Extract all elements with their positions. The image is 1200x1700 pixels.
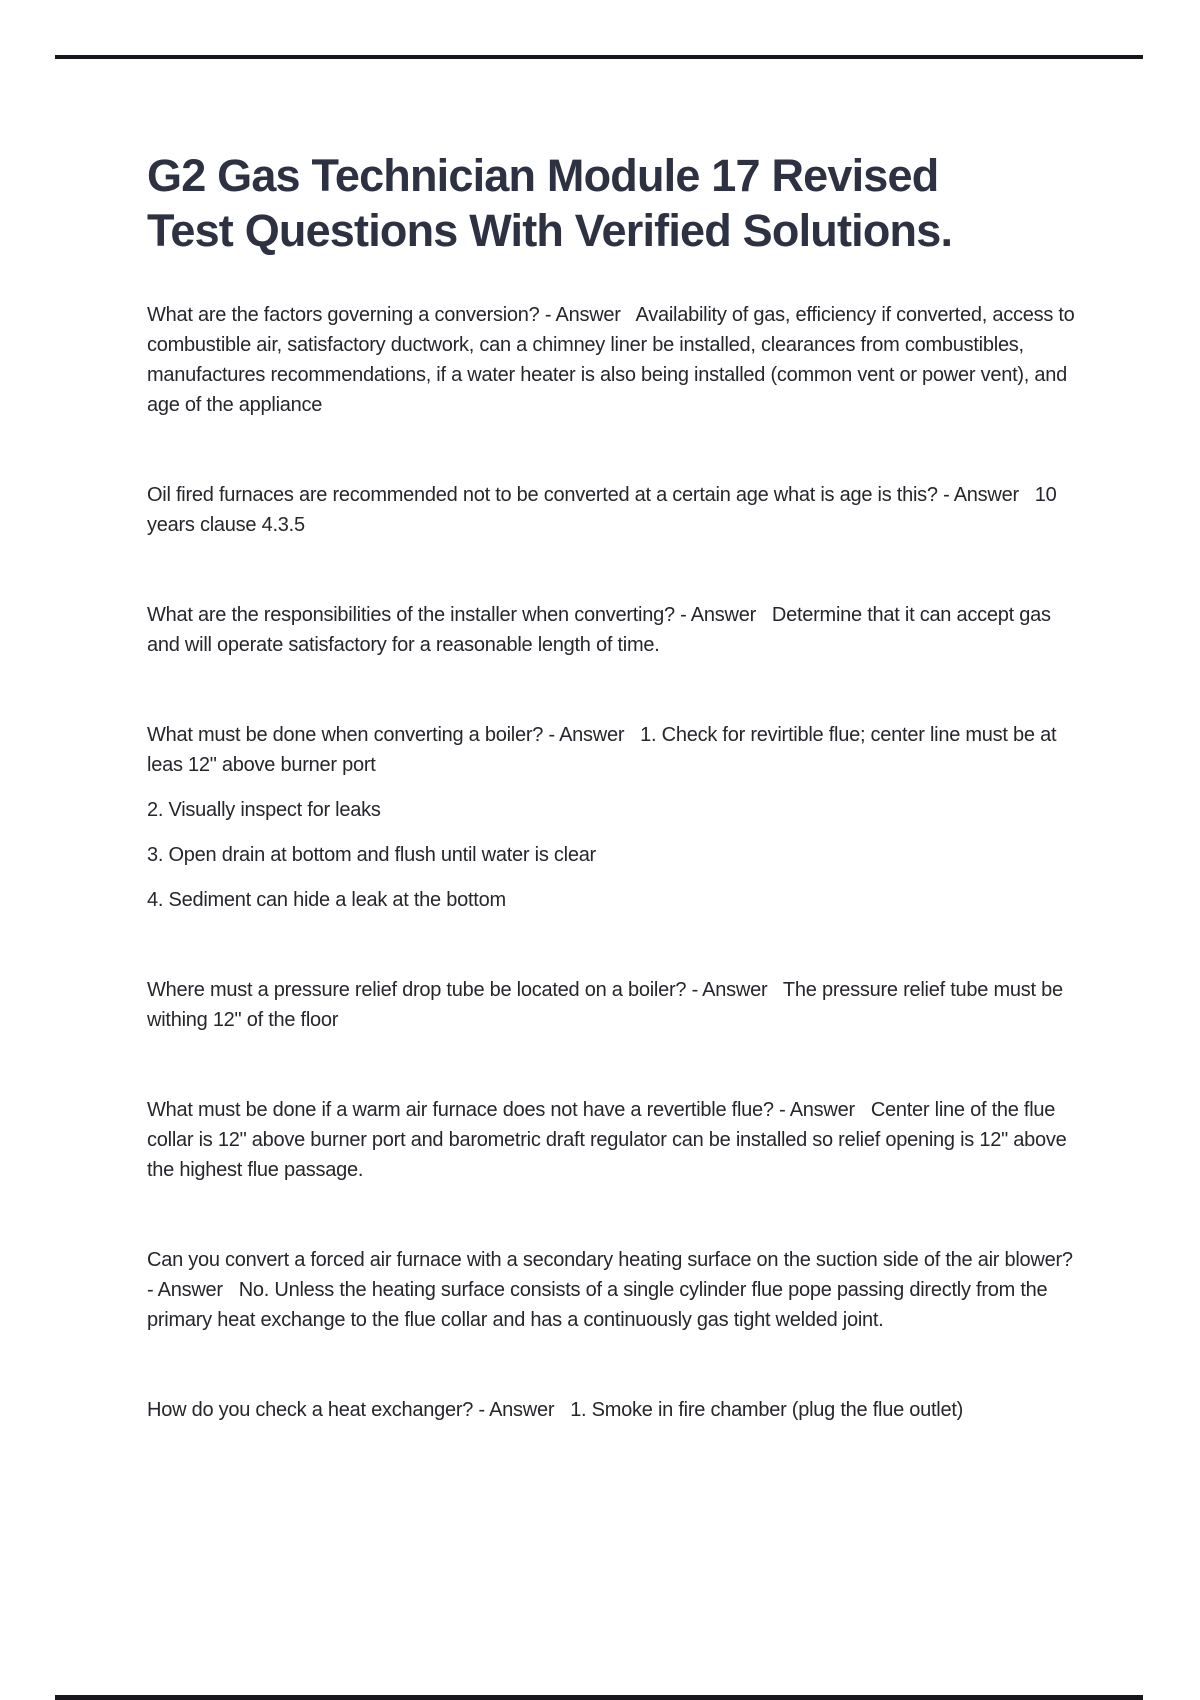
qa-paragraph: What are the factors governing a conversion? - Answer Availability of gas, efficiency if converted, access to combustible air, satisfactory ductwork, can a chimney liner be installed, clearances from combustibles, manufactures recommendations, if a water heater is also being installed (common vent or power vent), and age of the appliance [147, 304, 1080, 416]
answer-list-item: 4. Sediment can hide a leak at the bottom [147, 889, 506, 911]
qa-paragraph: Oil fired furnaces are recommended not to be converted at a certain age what is age is this? - Answer 10 years clause 4.3.5 [147, 484, 1062, 536]
qa-content [147, 300, 1083, 1425]
title-line-2: Test Questions With Verified Solutions. [147, 205, 953, 256]
document-title [147, 148, 952, 258]
title-line-1: G2 Gas Technician Module 17 Revised [147, 150, 939, 201]
qa-paragraph: What must be done when converting a boiler? - Answer 1. Check for revirtible flue; center line must be at leas 12" above burner port [147, 724, 1062, 776]
qa-paragraph: Can you convert a forced air furnace with a secondary heating surface on the suction side of the air blower? - Answer No. Unless the heating surface consists of a single cylinder flue pope passing directly from the primary heat exchange to the flue collar and has a continuously gas tight welded joint. [147, 1249, 1079, 1331]
qa-paragraph: Where must a pressure relief drop tube be located on a boiler? - Answer The pressure relief tube must be withing 12" of the floor [147, 979, 1069, 1031]
answer-list-item: 2. Visually inspect for leaks [147, 799, 381, 821]
bottom-rule [55, 1695, 1143, 1700]
qa-paragraph: What are the responsibilities of the installer when converting? - Answer Determine that it can accept gas and will operate satisfactory for a reasonable length of time. [147, 604, 1057, 656]
top-rule [55, 55, 1143, 59]
qa-paragraph: What must be done if a warm air furnace does not have a revertible flue? - Answer Center line of the flue collar is 12" above burner port and barometric draft regulator can be installed so relief opening is 12" above the highest flue passage. [147, 1099, 1072, 1181]
qa-paragraph: How do you check a heat exchanger? - Answer 1. Smoke in fire chamber (plug the flue outlet) [147, 1399, 964, 1421]
answer-list-item: 3. Open drain at bottom and flush until water is clear [147, 844, 596, 866]
